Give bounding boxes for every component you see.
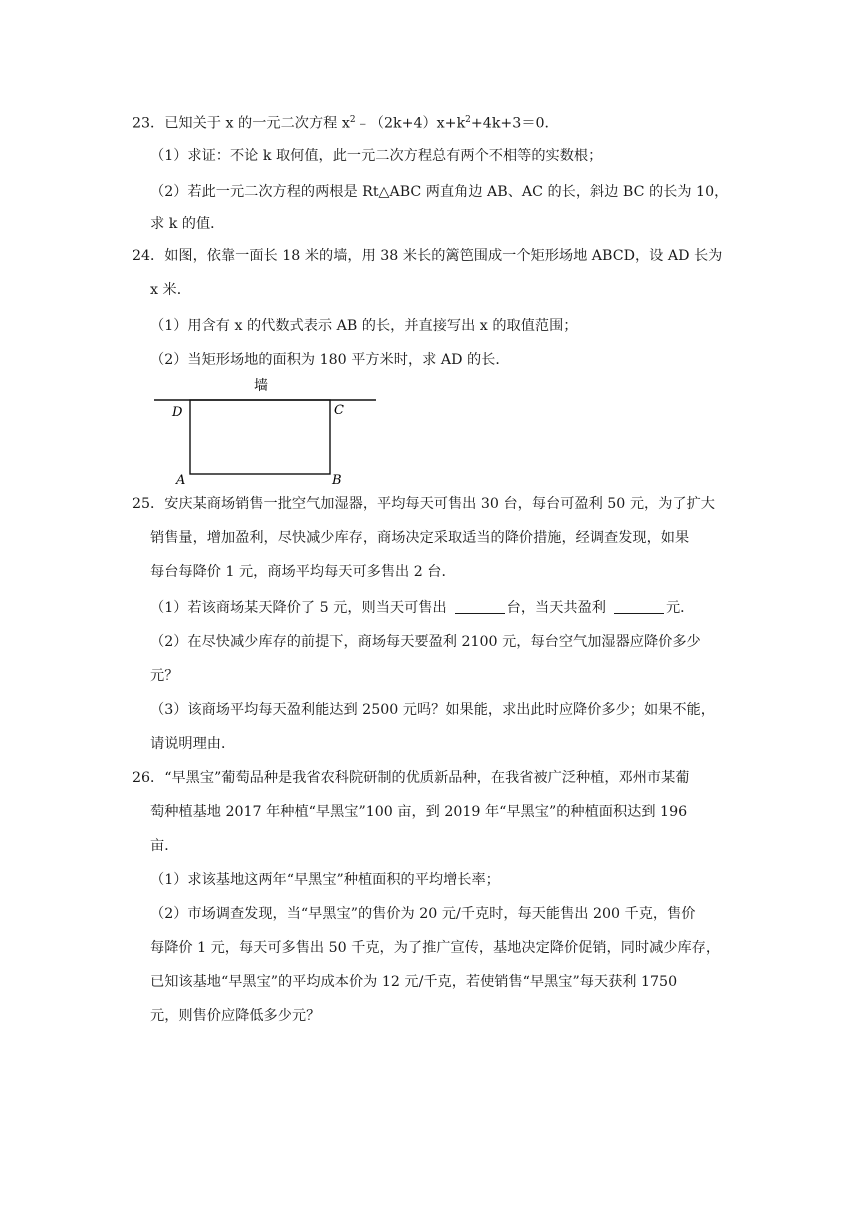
q24-stem-line2: x 米． xyxy=(150,282,191,298)
q25-part3-line2: 请说明理由． xyxy=(150,736,236,752)
rectangle-diagram xyxy=(150,374,390,484)
q26-part2-line4: 元，则售价应降低多少元？ xyxy=(150,1008,321,1024)
q25-part1 xyxy=(150,598,694,618)
q25-part1-text-a: （1）若该商场某天降价了 5 元，则当天可售出 xyxy=(150,600,447,616)
q25-stem-line1: 25．安庆某商场销售一批空气加湿器，平均每天可售出 30 台，每台可盈利 50 元，为了扩大 xyxy=(132,496,715,512)
q23-stem-sup: 2 xyxy=(349,115,356,125)
q24-figure xyxy=(150,374,390,488)
q25-stem-line3: 每台每降价 1 元，商场平均每天可多售出 2 台． xyxy=(150,564,456,580)
q26-part2-line2: 每降价 1 元，每天可多售出 50 千克，为了推广宣传，基地决定降价促销，同时减少库存， xyxy=(150,940,721,956)
q26-stem-line3: 亩． xyxy=(150,838,179,854)
q25-stem-line2: 销售量，增加盈利，尽快减少库存，商场决定采取适当的降价措施，经调查发现，如果 xyxy=(150,530,690,546)
q25-part1-text-b: 台，当天共盈利 xyxy=(506,600,606,616)
answer-blank-profit[interactable] xyxy=(614,599,664,614)
q23-stem-prefix: 23．已知关于 x 的一元二次方程 x xyxy=(132,115,350,132)
q26-part2-line3: 已知该基地“早黑宝”的平均成本价为 12 元/千克，若使销售“早黑宝”每天获利 1750 xyxy=(150,974,678,990)
q23-part2-line2: 求 k 的值． xyxy=(150,216,225,232)
q26-stem-line2: 萄种植基地 2017 年种植“早黑宝”100 亩，到 2019 年“早黑宝”的种植面积达到 196 xyxy=(150,804,688,820)
q24-stem-line1: 24．如图，依靠一面长 18 米的墙，用 38 米长的篱笆围成一个矩形场地 ABCD，设 AD 长为 xyxy=(132,248,723,264)
answer-blank-units[interactable] xyxy=(455,599,505,614)
q25-part2-line2: 元？ xyxy=(150,668,179,684)
q23-part1: （1）求证：不论 k 取何值，此一元二次方程总有两个不相等的实数根； xyxy=(150,148,603,164)
wall-label: 墙 xyxy=(254,378,268,394)
q26-stem-line1: 26．“早黑宝”葡萄品种是我省农科院研制的优质新品种，在我省被广泛种植，邓州市某葡 xyxy=(132,770,690,786)
q25-part2-line1: （2）在尽快减少库存的前提下，商场每天要盈利 2100 元，每台空气加湿器应降价多少 xyxy=(150,634,701,650)
q26-part2-line1: （2）市场调查发现，当“早黑宝”的售价为 20 元/千克时，每天能售出 200 千克，售价 xyxy=(150,906,696,922)
rectangle-abcd xyxy=(190,400,330,474)
q23-stem xyxy=(132,110,559,134)
q25-part3-line1: （3）该商场平均每天盈利能达到 2500 元吗？如果能，求出此时应降价多少；如果不能， xyxy=(150,702,715,718)
q23-stem-mid: ﹣（2k+4）x+k xyxy=(355,115,466,132)
q25-part1-text-c: 元． xyxy=(665,600,695,616)
vertex-a: A xyxy=(176,473,186,484)
vertex-b: B xyxy=(332,473,342,484)
vertex-d: D xyxy=(172,405,183,420)
q26-part1: （1）求该基地这两年“早黑宝”种植面积的平均增长率； xyxy=(150,872,500,888)
q23-part2-line1: （2）若此一元二次方程的两根是 Rt△ABC 两直角边 AB、AC 的长，斜边 BC 的长为 10， xyxy=(150,184,729,200)
q23-stem-sup2: 2 xyxy=(465,115,471,125)
vertex-c: C xyxy=(334,403,344,418)
q24-part2: （2）当矩形场地的面积为 180 平方米时，求 AD 的长． xyxy=(150,352,510,368)
q24-part1: （1）用含有 x 的代数式表示 AB 的长，并直接写出 x 的取值范围； xyxy=(150,318,578,334)
q23-stem-suffix: +4k+3＝0． xyxy=(470,115,559,132)
